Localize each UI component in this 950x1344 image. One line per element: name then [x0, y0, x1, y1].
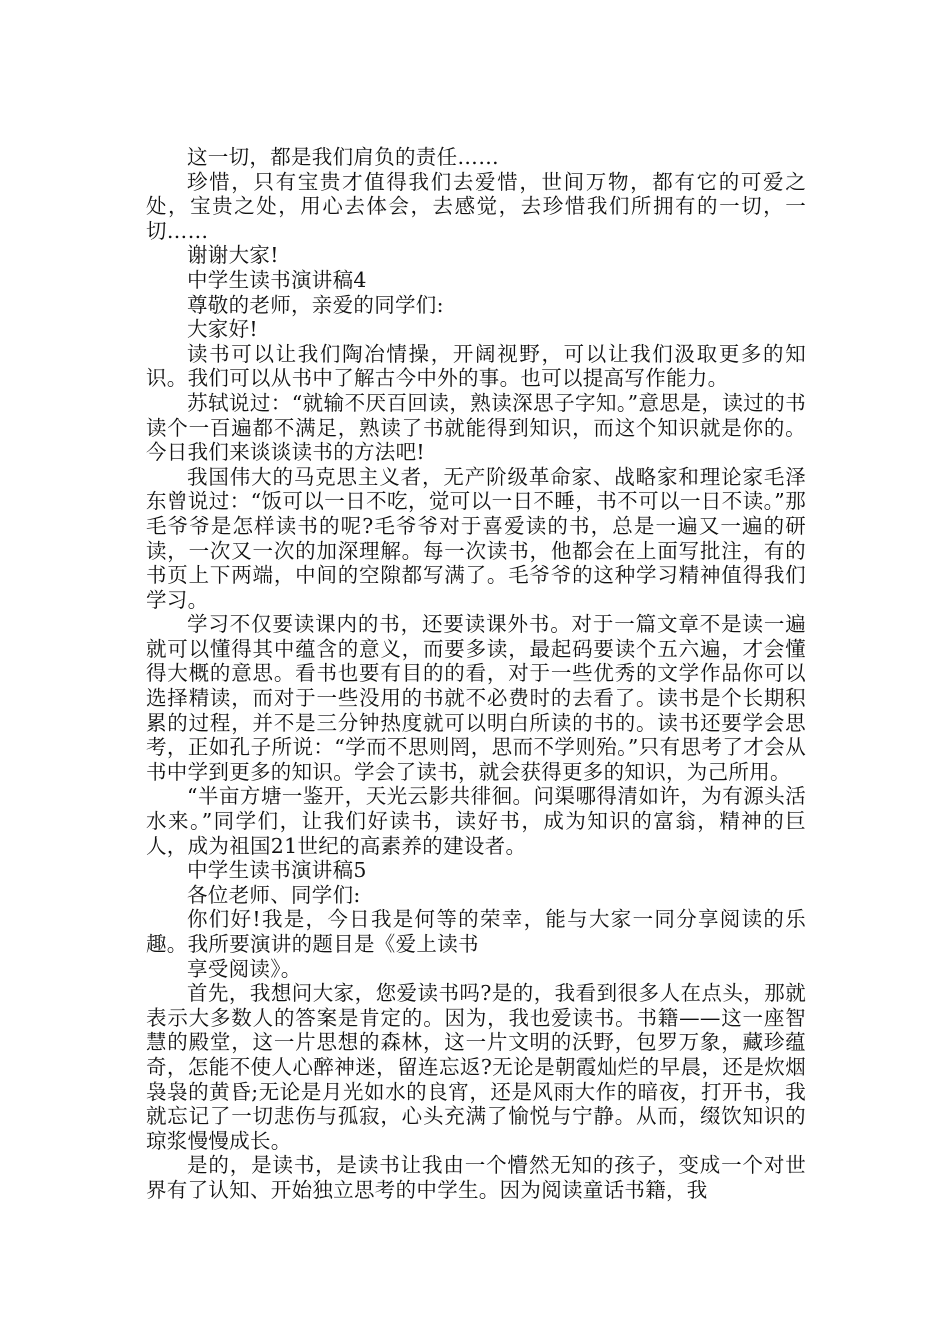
- document-body: [146, 145, 806, 1203]
- paragraph: 享受阅读》。: [187, 956, 302, 981]
- paragraph: 读书可以让我们陶冶情操，开阔视野，可以让我们汲取更多的知识。我们可以从书中了解古今中外的事。也可以提高写作能力。: [146, 341, 806, 391]
- paragraph: 谢谢大家!: [187, 243, 279, 268]
- salutation: 各位老师、同学们:: [187, 882, 361, 907]
- section-heading: 中学生读书演讲稿5: [187, 858, 367, 883]
- paragraph: 首先，我想问大家，您爱读书吗?是的，我看到很多人在点头，那就表示大多数人的答案是肯定的。因为，我也爱读书。书籍——这一座智慧的殿堂，这一片思想的森林，这一片文明的沃野，包罗万象，藏珍蕴奇，怎能不使人心醉神迷，留连忘返?无论是朝霞灿烂的早晨，还是炊烟袅袅的黄昏;无论是月光如水的良宵，还是风雨大作的暗夜，打开书，我就忘记了一切悲伤与孤寂，心头充满了愉悦与宁静。从而，缀饮知识的琼浆慢慢成长。: [146, 981, 806, 1153]
- paragraph: 我国伟大的马克思主义者，无产阶级革命家、战略家和理论家毛泽东曾说过：“饭可以一日不吃，觉可以一日不睡，书不可以一日不读。”那毛爷爷是怎样读书的呢?毛爷爷对于喜爱读的书，总是一遍又一遍的研读，一次又一次的加深理解。每一次读书，他都会在上面写批注，有的书页上下两端，中间的空隙都写满了。毛爷爷的这种学习精神值得我们学习。: [146, 464, 806, 612]
- paragraph: 这一切，都是我们肩负的责任……: [187, 145, 499, 169]
- paragraph: 是的，是读书，是读书让我由一个懵然无知的孩子，变成一个对世界有了认知、开始独立思考的中学生。因为阅读童话书籍，我: [146, 1153, 806, 1202]
- paragraph: 学习不仅要读课内的书，还要读课外书。对于一篇文章不是读一遍就可以懂得其中蕴含的意义，而要多读，最起码要读个五六遍，才会懂得大概的意思。看书也要有目的的看，对于一些优秀的文学作品你可以选择精读，而对于一些没用的书就不必费时的去看了。读书是个长期积累的过程，并不是三分钟热度就可以明白所读的书的。读书还要学会思考，正如孔子所说：“学而不思则罔，思而不学则殆。”只有思考了才会从书中学到更多的知识。学会了读书，就会获得更多的知识，为己所用。: [146, 612, 806, 784]
- paragraph: “半亩方塘一鉴开，天光云影共徘徊。问渠哪得清如许，为有源头活水来。”同学们，让我们好读书，读好书，成为知识的富翁，精神的巨人，成为祖国21世纪的高素养的建设者。: [146, 784, 806, 858]
- section-heading: 中学生读书演讲稿4: [187, 267, 367, 292]
- paragraph: 苏轼说过：“就输不厌百回读，熟读深思子字知。”意思是，读过的书读个一百遍都不满足，熟读了书就能得到知识，而这个知识就是你的。今日我们来谈谈读书的方法吧!: [146, 390, 806, 465]
- salutation: 尊敬的老师，亲爱的同学们:: [187, 292, 444, 317]
- greeting: 大家好!: [187, 317, 258, 342]
- paragraph: 珍惜，只有宝贵才值得我们去爱惜，世间万物，都有它的可爱之处，宝贵之处，用心去体会，去感觉，去珍惜我们所拥有的一切，一切……: [146, 169, 806, 243]
- paragraph: 你们好!我是，今日我是何等的荣幸，能与大家一同分享阅读的乐趣。我所要演讲的题目是《爱上读书: [146, 907, 806, 956]
